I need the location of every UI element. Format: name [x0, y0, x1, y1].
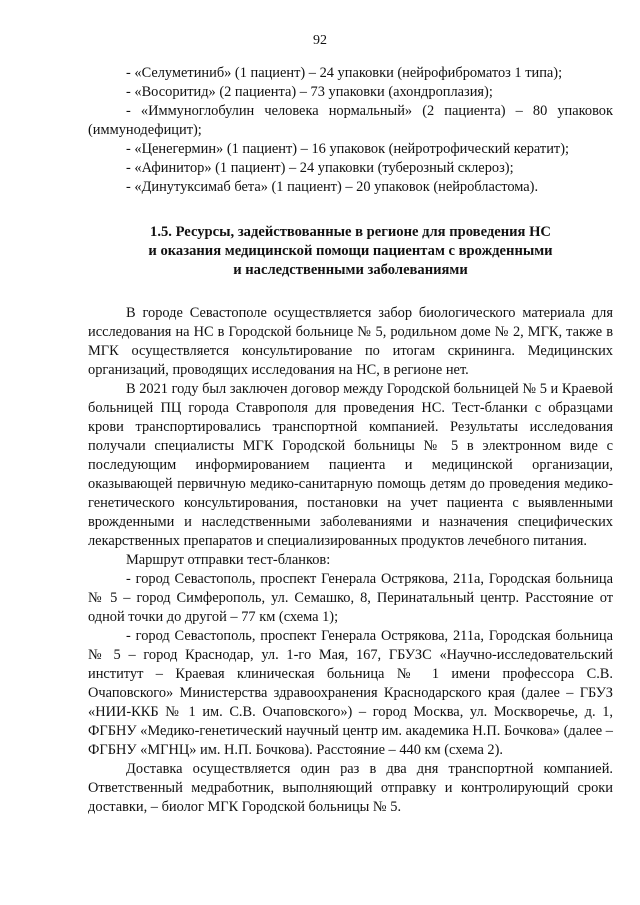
drug-list [88, 64, 613, 197]
paragraph-route-intro: Маршрут отправки тест-бланков: [126, 552, 331, 568]
paragraph-route-1: - город Севастополь, проспект Генерала Острякова, 211а, Городская больница № 5 – город Симферополь, ул. Семашко, 8, Перинатальный центр. Расстояние от одной точки до другой – 77 км (схема 1); [88, 571, 613, 625]
drug-list-item: - «Ценегермин» (1 пациент) – 16 упаковок (нейротрофический кератит); [126, 141, 570, 157]
section-heading-line: и оказания медицинской помощи пациентам с врожденными [148, 243, 553, 259]
section-heading-line: 1.5. Ресурсы, задействованные в регионе для проведения НС [150, 224, 551, 240]
page-content [88, 64, 613, 817]
paragraph-sample-collection: В городе Севастополе осуществляется забор биологического материала для исследования на НС в Городской больнице № 5, родильном доме № 2, МГК, также в МГК осуществляется консультирование по итогам скрининга. Медицинских организаций, проводящих исследования на НС, в регионе нет. [88, 305, 613, 378]
drug-list-item: - «Восоритид» (2 пациента) – 73 упаковки (ахондроплазия); [126, 84, 493, 100]
paragraph-delivery: Доставка осуществляется один раз в два дня транспортной компанией. Ответственный медработник, выполняющий отправку и контролирующий сроки доставки, – биолог МГК Городской больницы № 5. [88, 761, 613, 815]
section-heading [88, 223, 613, 280]
paragraph-route-2: - город Севастополь, проспект Генерала Острякова, 211а, Городская больница № 5 – город Краснодар, ул. 1-го Мая, 167, ГБУЗС «Научно-исследовательский институт – Краевая клиническая больница № 1 имени профессора С.В. Очаповского» Министерства здравоохранения Краснодарского края (далее – ГБУЗ «НИИ-ККБ № 1 им. С.В. Очаповского») – город Москва, ул. Москворечье, д. 1, ФГБНУ «Медико-генетический научный центр им. академика Н.П. Бочкова» (далее – ФГБНУ «МГНЦ» им. Н.П. Бочкова). Расстояние – 440 км (схема 2). [88, 628, 613, 758]
page-number: 92 [313, 33, 327, 48]
section-heading-line: и наследственными заболеваниями [233, 262, 468, 278]
drug-list-item: - «Динутуксимаб бета» (1 пациент) – 20 упаковок (нейробластома). [126, 179, 539, 195]
drug-list-item: - «Селуметиниб» (1 пациент) – 24 упаковки (нейрофиброматоз 1 типа); [126, 65, 563, 81]
drug-list-item: - «Афинитор» (1 пациент) – 24 упаковки (туберозный склероз); [126, 160, 514, 176]
paragraph-contract-2021: В 2021 году был заключен договор между Городской больницей № 5 и Краевой больницей ПЦ города Ставрополя для проведения НС. Тест-бланки с образцами крови транспортировались транспортной компанией. Результаты исследования получали специалисты МГК Городской больницы № 5 в электронном виде с последующим информированием пациента и медицинской организации, оказывающей первичную медико-санитарную помощь детям до проведения медико-генетического консультирования, постановки на учет пациента с выявленными врожденными и наследственными заболеваниями и назначения специфических лекарственных препаратов и специализированных продуктов лечебного питания. [88, 381, 613, 549]
drug-list-item: - «Иммуноглобулин человека нормальный» (2 пациента) – 80 упаковок (иммунодефицит); [88, 103, 613, 138]
